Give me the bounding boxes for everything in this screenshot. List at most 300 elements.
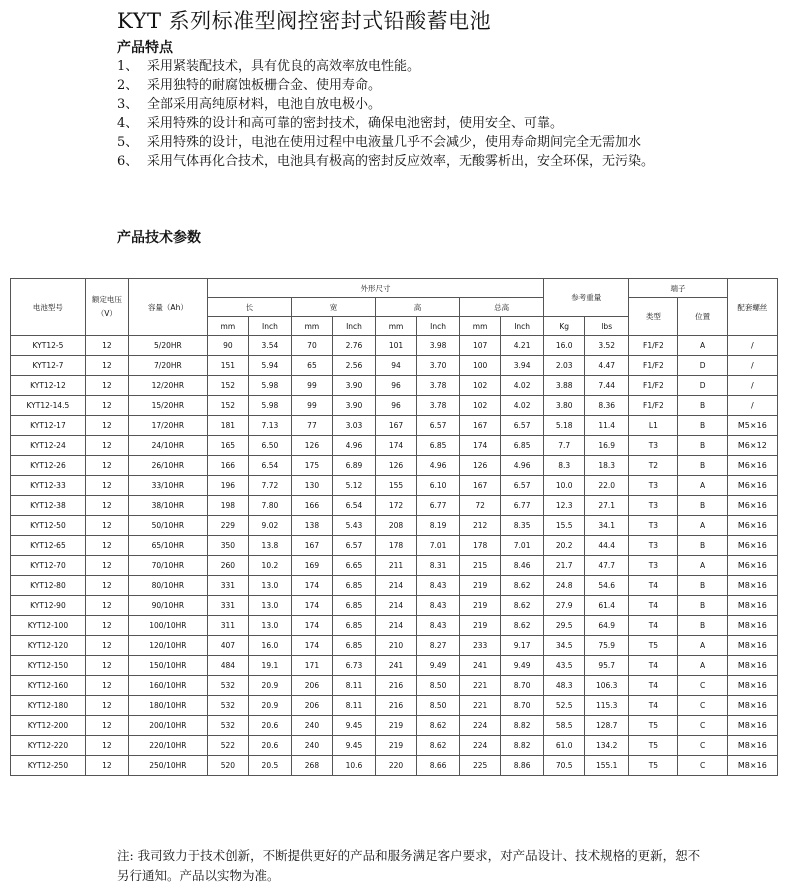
table-cell: 70/10HR	[128, 556, 207, 576]
table-row	[11, 696, 778, 716]
table-cell: B	[678, 416, 727, 436]
table-cell: KYT12-38	[11, 496, 86, 516]
table-cell: 126	[376, 456, 417, 476]
table-cell: 206	[291, 696, 332, 716]
table-cell: 8.11	[332, 676, 375, 696]
table-cell: 216	[376, 676, 417, 696]
table-cell: 6.85	[332, 616, 375, 636]
table-cell: 47.7	[585, 556, 629, 576]
feature-item	[117, 154, 677, 170]
table-cell: 5.98	[248, 396, 291, 416]
table-cell: 155.1	[585, 756, 629, 776]
table-cell: 8.50	[417, 696, 460, 716]
table-cell: A	[678, 556, 727, 576]
table-cell: 16.0	[544, 336, 585, 356]
table-cell: 15.5	[544, 516, 585, 536]
table-cell: C	[678, 696, 727, 716]
table-cell: 16.0	[248, 636, 291, 656]
table-cell: 181	[207, 416, 248, 436]
table-cell: 6.89	[332, 456, 375, 476]
table-cell: M8×16	[727, 676, 777, 696]
table-cell: KYT12-200	[11, 716, 86, 736]
table-cell: 260	[207, 556, 248, 576]
table-cell: 134.2	[585, 736, 629, 756]
table-cell: 12	[85, 376, 128, 396]
table-cell: 6.85	[332, 596, 375, 616]
specs-table	[10, 278, 778, 776]
feature-text: 采用紧装配技术，具有优良的高效率放电性能。	[147, 59, 421, 74]
table-cell: M8×16	[727, 716, 777, 736]
table-cell: KYT12-70	[11, 556, 86, 576]
table-cell: A	[678, 636, 727, 656]
header-total-height: 总高	[460, 298, 544, 317]
table-cell: /	[727, 356, 777, 376]
table-cell: F1/F2	[629, 396, 678, 416]
table-row	[11, 756, 778, 776]
table-cell: 64.9	[585, 616, 629, 636]
table-cell: 167	[460, 416, 501, 436]
table-cell: 229	[207, 516, 248, 536]
table-cell: 8.82	[501, 716, 544, 736]
table-cell: 522	[207, 736, 248, 756]
specs-table-body	[11, 336, 778, 776]
table-cell: 8.11	[332, 696, 375, 716]
table-cell: 126	[291, 436, 332, 456]
header-terminal-position: 位置	[678, 298, 727, 336]
table-cell: L1	[629, 416, 678, 436]
table-cell: T3	[629, 496, 678, 516]
table-cell: 20.6	[248, 716, 291, 736]
table-cell: 138	[291, 516, 332, 536]
table-cell: 214	[376, 576, 417, 596]
table-cell: 8.62	[501, 576, 544, 596]
table-cell: T4	[629, 696, 678, 716]
table-cell: M8×16	[727, 636, 777, 656]
table-cell: 15/20HR	[128, 396, 207, 416]
table-cell: 8.62	[501, 596, 544, 616]
table-cell: 225	[460, 756, 501, 776]
table-cell: 107	[460, 336, 501, 356]
table-cell: 8.43	[417, 616, 460, 636]
table-cell: 65	[291, 356, 332, 376]
table-cell: 178	[376, 536, 417, 556]
header-bolt: 配套螺丝	[727, 279, 777, 336]
table-cell: 5.43	[332, 516, 375, 536]
table-cell: 12	[85, 656, 128, 676]
table-cell: D	[678, 376, 727, 396]
table-cell: 215	[460, 556, 501, 576]
table-cell: 167	[460, 476, 501, 496]
table-row	[11, 536, 778, 556]
table-cell: 8.19	[417, 516, 460, 536]
table-cell: 115.3	[585, 696, 629, 716]
header-unit-inch: Inch	[501, 317, 544, 336]
table-cell: 75.9	[585, 636, 629, 656]
table-cell: 44.4	[585, 536, 629, 556]
table-cell: 13.0	[248, 616, 291, 636]
feature-item	[117, 116, 677, 132]
table-cell: F1/F2	[629, 356, 678, 376]
table-cell: B	[678, 536, 727, 556]
table-cell: 268	[291, 756, 332, 776]
table-cell: KYT12-14.5	[11, 396, 86, 416]
table-cell: 12	[85, 616, 128, 636]
table-cell: 27.9	[544, 596, 585, 616]
table-cell: 7.01	[501, 536, 544, 556]
table-row	[11, 516, 778, 536]
table-cell: KYT12-24	[11, 436, 86, 456]
footnote: 注: 我司致力于技术创新，不断提供更好的产品和服务满足客户要求，对产品设计、技术规格的更新，恕不另行通知。产品以实物为准。	[117, 848, 701, 883]
table-cell: M6×16	[727, 516, 777, 536]
table-cell: 20.9	[248, 696, 291, 716]
table-cell: 58.5	[544, 716, 585, 736]
table-cell: 224	[460, 716, 501, 736]
table-cell: 240	[291, 716, 332, 736]
feature-number: 1、	[117, 59, 139, 74]
header-unit-mm: mm	[291, 317, 332, 336]
header-height: 高	[376, 298, 460, 317]
table-cell: 180/10HR	[128, 696, 207, 716]
table-row	[11, 356, 778, 376]
table-cell: 210	[376, 636, 417, 656]
table-cell: KYT12-180	[11, 696, 86, 716]
header-unit-mm: mm	[207, 317, 248, 336]
table-cell: T4	[629, 656, 678, 676]
table-row	[11, 616, 778, 636]
table-cell: KYT12-150	[11, 656, 86, 676]
table-cell: M6×16	[727, 556, 777, 576]
table-row	[11, 336, 778, 356]
table-cell: 214	[376, 616, 417, 636]
table-row	[11, 376, 778, 396]
table-cell: B	[678, 596, 727, 616]
table-cell: 7.72	[248, 476, 291, 496]
table-cell: 150/10HR	[128, 656, 207, 676]
table-cell: 6.57	[501, 476, 544, 496]
table-cell: A	[678, 336, 727, 356]
header-unit-mm: mm	[460, 317, 501, 336]
table-row	[11, 436, 778, 456]
table-cell: 10.6	[332, 756, 375, 776]
table-cell: 3.98	[417, 336, 460, 356]
table-cell: 208	[376, 516, 417, 536]
table-row	[11, 576, 778, 596]
table-row	[11, 476, 778, 496]
table-row	[11, 656, 778, 676]
table-cell: 72	[460, 496, 501, 516]
table-cell: 9.45	[332, 716, 375, 736]
table-cell: 77	[291, 416, 332, 436]
table-cell: T3	[629, 516, 678, 536]
table-cell: 3.78	[417, 396, 460, 416]
feature-text: 采用独特的耐腐蚀板栅合金、使用寿命。	[147, 78, 382, 93]
table-cell: 6.65	[332, 556, 375, 576]
table-cell: 5.94	[248, 356, 291, 376]
table-cell: 12	[85, 636, 128, 656]
table-cell: 34.5	[544, 636, 585, 656]
table-cell: 38/10HR	[128, 496, 207, 516]
table-cell: 6.57	[501, 416, 544, 436]
table-cell: 7.01	[417, 536, 460, 556]
table-cell: 206	[291, 676, 332, 696]
table-cell: 12	[85, 596, 128, 616]
table-cell: 8.27	[417, 636, 460, 656]
feature-number: 6、	[117, 154, 139, 169]
table-cell: 4.96	[501, 456, 544, 476]
table-cell: 8.46	[501, 556, 544, 576]
table-cell: 13.0	[248, 576, 291, 596]
table-cell: KYT12-7	[11, 356, 86, 376]
table-cell: 106.3	[585, 676, 629, 696]
table-cell: 3.78	[417, 376, 460, 396]
table-cell: 169	[291, 556, 332, 576]
table-cell: 90/10HR	[128, 596, 207, 616]
features-heading: 产品特点	[117, 40, 173, 56]
table-cell: 8.62	[417, 736, 460, 756]
table-cell: 484	[207, 656, 248, 676]
table-cell: 241	[460, 656, 501, 676]
header-length: 长	[207, 298, 291, 317]
table-row	[11, 716, 778, 736]
table-cell: C	[678, 716, 727, 736]
table-cell: 34.1	[585, 516, 629, 536]
table-cell: 6.85	[501, 436, 544, 456]
table-cell: 6.54	[332, 496, 375, 516]
table-cell: KYT12-65	[11, 536, 86, 556]
table-cell: 100/10HR	[128, 616, 207, 636]
table-cell: F1/F2	[629, 336, 678, 356]
table-cell: 224	[460, 736, 501, 756]
table-cell: 126	[460, 456, 501, 476]
table-cell: 95.7	[585, 656, 629, 676]
table-cell: 13.8	[248, 536, 291, 556]
table-cell: 12	[85, 496, 128, 516]
table-cell: M6×16	[727, 476, 777, 496]
table-cell: KYT12-160	[11, 676, 86, 696]
table-cell: 8.50	[417, 676, 460, 696]
table-cell: 165	[207, 436, 248, 456]
table-cell: B	[678, 496, 727, 516]
table-cell: 8.82	[501, 736, 544, 756]
table-cell: A	[678, 516, 727, 536]
table-cell: 7.44	[585, 376, 629, 396]
table-cell: 219	[376, 736, 417, 756]
table-cell: 8.36	[585, 396, 629, 416]
table-cell: 8.31	[417, 556, 460, 576]
feature-item	[117, 59, 677, 75]
table-cell: 11.4	[585, 416, 629, 436]
table-cell: A	[678, 476, 727, 496]
table-cell: 7/20HR	[128, 356, 207, 376]
table-cell: KYT12-5	[11, 336, 86, 356]
feature-number: 5、	[117, 135, 139, 150]
table-cell: 174	[460, 436, 501, 456]
table-cell: KYT12-26	[11, 456, 86, 476]
table-cell: 4.02	[501, 396, 544, 416]
table-cell: B	[678, 436, 727, 456]
feature-text: 采用气体再化合技术，电池具有极高的密封反应效率，无酸雾析出，安全环保，无污染。	[147, 154, 655, 169]
table-cell: 3.54	[248, 336, 291, 356]
table-cell: 171	[291, 656, 332, 676]
table-cell: T4	[629, 596, 678, 616]
table-cell: 6.77	[501, 496, 544, 516]
table-cell: 3.70	[417, 356, 460, 376]
table-cell: 6.10	[417, 476, 460, 496]
table-cell: 221	[460, 676, 501, 696]
table-cell: M8×16	[727, 656, 777, 676]
table-cell: 8.70	[501, 676, 544, 696]
table-cell: 6.50	[248, 436, 291, 456]
table-cell: C	[678, 676, 727, 696]
table-cell: 54.6	[585, 576, 629, 596]
header-unit-inch: Inch	[417, 317, 460, 336]
table-cell: 211	[376, 556, 417, 576]
table-cell: 22.0	[585, 476, 629, 496]
table-cell: 2.76	[332, 336, 375, 356]
table-row	[11, 416, 778, 436]
header-unit-lbs: lbs	[585, 317, 629, 336]
table-cell: 155	[376, 476, 417, 496]
table-cell: 174	[291, 576, 332, 596]
table-cell: 8.62	[417, 716, 460, 736]
header-dimensions: 外形尺寸	[207, 279, 543, 298]
table-cell: 200/10HR	[128, 716, 207, 736]
header-weight: 参考重量	[544, 279, 629, 317]
table-cell: /	[727, 376, 777, 396]
table-cell: M8×16	[727, 596, 777, 616]
table-cell: 6.77	[417, 496, 460, 516]
table-cell: KYT12-250	[11, 756, 86, 776]
table-cell: 12.3	[544, 496, 585, 516]
table-cell: T3	[629, 476, 678, 496]
table-cell: 220/10HR	[128, 736, 207, 756]
table-cell: KYT12-90	[11, 596, 86, 616]
table-cell: 12	[85, 436, 128, 456]
params-heading: 产品技术参数	[117, 230, 201, 246]
feature-number: 3、	[117, 97, 139, 112]
table-cell: 4.47	[585, 356, 629, 376]
table-cell: 151	[207, 356, 248, 376]
table-cell: 178	[460, 536, 501, 556]
table-cell: 90	[207, 336, 248, 356]
table-cell: M6×16	[727, 456, 777, 476]
table-cell: T3	[629, 536, 678, 556]
header-unit-inch: Inch	[248, 317, 291, 336]
table-cell: 100	[460, 356, 501, 376]
table-cell: 8.62	[501, 616, 544, 636]
table-cell: 9.02	[248, 516, 291, 536]
table-cell: 152	[207, 396, 248, 416]
table-cell: D	[678, 356, 727, 376]
table-cell: 331	[207, 596, 248, 616]
table-cell: 166	[207, 456, 248, 476]
table-cell: M6×16	[727, 536, 777, 556]
table-cell: 96	[376, 396, 417, 416]
table-cell: F1/F2	[629, 376, 678, 396]
table-cell: KYT12-33	[11, 476, 86, 496]
table-cell: 3.80	[544, 396, 585, 416]
table-cell: 3.52	[585, 336, 629, 356]
table-cell: 221	[460, 696, 501, 716]
table-cell: 166	[291, 496, 332, 516]
table-cell: 152	[207, 376, 248, 396]
table-cell: 3.03	[332, 416, 375, 436]
table-cell: T5	[629, 736, 678, 756]
table-cell: 233	[460, 636, 501, 656]
table-cell: 12	[85, 476, 128, 496]
table-cell: 219	[460, 616, 501, 636]
table-row	[11, 636, 778, 656]
table-cell: 20.9	[248, 676, 291, 696]
table-cell: 6.85	[417, 436, 460, 456]
header-unit-kg: Kg	[544, 317, 585, 336]
table-cell: 3.90	[332, 396, 375, 416]
table-cell: 3.88	[544, 376, 585, 396]
table-cell: 101	[376, 336, 417, 356]
table-cell: B	[678, 616, 727, 636]
table-cell: 12	[85, 756, 128, 776]
table-cell: 7.7	[544, 436, 585, 456]
table-cell: M5×16	[727, 416, 777, 436]
table-cell: 12	[85, 716, 128, 736]
table-cell: 5.18	[544, 416, 585, 436]
table-cell: 250/10HR	[128, 756, 207, 776]
table-cell: 174	[291, 596, 332, 616]
table-cell: 8.3	[544, 456, 585, 476]
table-cell: 174	[376, 436, 417, 456]
header-voltage: 额定电压（V）	[85, 279, 128, 336]
table-cell: 12	[85, 516, 128, 536]
table-cell: 311	[207, 616, 248, 636]
table-cell: 7.13	[248, 416, 291, 436]
table-cell: 8.86	[501, 756, 544, 776]
table-cell: 12	[85, 536, 128, 556]
table-row	[11, 456, 778, 476]
feature-item	[117, 135, 677, 151]
table-cell: 8.43	[417, 596, 460, 616]
header-terminal: 端子	[629, 279, 727, 298]
table-cell: 99	[291, 376, 332, 396]
table-cell: B	[678, 576, 727, 596]
table-cell: 8.43	[417, 576, 460, 596]
table-cell: 12	[85, 396, 128, 416]
table-row	[11, 496, 778, 516]
table-cell: B	[678, 396, 727, 416]
table-cell: 6.57	[417, 416, 460, 436]
table-cell: 5.98	[248, 376, 291, 396]
table-cell: KYT12-120	[11, 636, 86, 656]
table-cell: 532	[207, 696, 248, 716]
table-cell: T4	[629, 576, 678, 596]
table-row	[11, 556, 778, 576]
table-cell: 350	[207, 536, 248, 556]
table-cell: 2.03	[544, 356, 585, 376]
table-cell: 4.96	[417, 456, 460, 476]
table-cell: 174	[291, 616, 332, 636]
table-cell: 9.49	[417, 656, 460, 676]
table-cell: KYT12-12	[11, 376, 86, 396]
table-cell: 407	[207, 636, 248, 656]
table-cell: 5.12	[332, 476, 375, 496]
table-cell: 12	[85, 696, 128, 716]
table-cell: M6×12	[727, 436, 777, 456]
table-cell: 331	[207, 576, 248, 596]
table-row	[11, 676, 778, 696]
table-cell: T5	[629, 636, 678, 656]
table-cell: 12	[85, 736, 128, 756]
table-cell: 102	[460, 376, 501, 396]
table-cell: 12	[85, 556, 128, 576]
